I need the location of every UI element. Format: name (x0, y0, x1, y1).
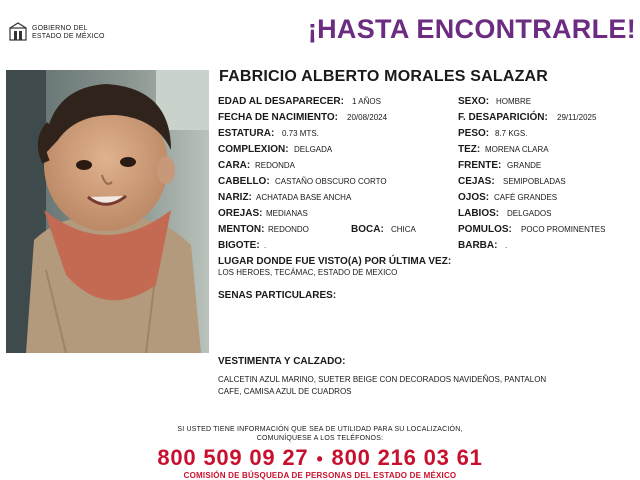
value-fecha-desaparicion: 29/11/2025 (557, 113, 597, 122)
label-estatura: ESTATURA: (218, 128, 275, 139)
value-barba: . (505, 241, 508, 250)
label-pomulos: POMULOS: (458, 224, 512, 235)
label-labios: LABIOS: (458, 208, 500, 219)
value-labios: DELGADOS (507, 209, 552, 218)
state-seal-icon (8, 22, 28, 42)
value-cara: REDONDA (255, 161, 296, 170)
label-orejas: OREJAS: (218, 208, 263, 219)
value-bigote: . (264, 241, 267, 250)
value-cejas: SEMIPOBLADAS (503, 177, 566, 186)
label-frente: FRENTE: (458, 160, 502, 171)
gov-line-2: ESTADO DE MÉXICO (32, 33, 105, 40)
label-vestimenta: VESTIMENTA Y CALZADO: (218, 356, 346, 367)
value-nariz: ACHATADA BASE ANCHA (256, 193, 352, 202)
label-fecha-nacimiento: FECHA DE NACIMIENTO: (218, 112, 338, 123)
value-estatura: 0.73 MTS. (282, 129, 319, 138)
value-vestimenta-line-1: CALCETIN AZUL MARINO, SUETER BEIGE CON DECORADOS NAVIDEÑOS, PANTALON (218, 375, 547, 384)
value-sexo: HOMBRE (496, 97, 532, 106)
value-peso: 8.7 KGS. (495, 129, 528, 138)
value-lugar: LOS HEROES, TECÁMAC, ESTADO DE MEXICO (218, 268, 398, 277)
commission-name: COMISIÓN DE BÚSQUEDA DE PERSONAS DEL ESTADO DE MÉXICO (183, 471, 457, 480)
label-nariz: NARIZ: (218, 192, 252, 203)
value-boca: CHICA (391, 225, 416, 234)
label-menton: MENTON: (218, 224, 265, 235)
value-edad: 1 AÑOS (352, 97, 381, 106)
value-complexion: DELGADA (294, 145, 333, 154)
phone-2[interactable]: 800 216 03 61 (331, 445, 483, 470)
phone-numbers (0, 445, 640, 471)
label-sexo: SEXO: (458, 96, 490, 107)
value-cabello: CASTAÑO OBSCURO CORTO (275, 177, 387, 186)
label-boca: BOCA: (351, 224, 384, 235)
headline: ¡HASTA ENCONTRARLE! (307, 14, 636, 44)
label-senas: SENAS PARTICULARES: (218, 290, 337, 301)
info-line-1: SI USTED TIENE INFORMACIÓN QUE SEA DE UTILIDAD PARA SU LOCALIZACIÓN, (177, 426, 463, 433)
label-barba: BARBA: (458, 240, 498, 251)
value-fecha-nacimiento: 20/08/2024 (347, 113, 388, 122)
government-logo (8, 22, 138, 46)
label-cejas: CEJAS: (458, 176, 495, 187)
label-cara: CARA: (218, 160, 251, 171)
gov-line-1: GOBIERNO DEL (32, 25, 88, 32)
value-pomulos: POCO PROMINENTES (521, 225, 606, 234)
label-peso: PESO: (458, 128, 490, 139)
value-ojos: CAFÉ GRANDES (494, 193, 558, 202)
phone-1[interactable]: 800 509 09 27 (157, 445, 309, 470)
value-frente: GRANDE (507, 161, 542, 170)
label-fecha-desaparicion: F. DESAPARICIÓN: (458, 112, 548, 123)
label-tez: TEZ: (458, 144, 481, 155)
label-bigote: BIGOTE: (218, 240, 260, 251)
label-lugar: LUGAR DONDE FUE VISTO(A) POR ÚLTIMA VEZ: (218, 256, 452, 267)
value-tez: MORENA CLARA (485, 145, 549, 154)
label-complexion: COMPLEXION: (218, 144, 289, 155)
label-ojos: OJOS: (458, 192, 490, 203)
value-vestimenta-line-2: CAFE, CAMISA AZUL DE CUADROS (218, 387, 352, 396)
person-name: FABRICIO ALBERTO MORALES SALAZAR (219, 68, 549, 85)
value-orejas: MEDIANAS (266, 209, 308, 218)
label-cabello: CABELLO: (218, 176, 270, 187)
phone-separator: • (316, 449, 324, 469)
info-line-2: COMUNÍQUESE A LOS TELÉFONOS: (256, 435, 384, 442)
value-menton: REDONDO (268, 225, 309, 234)
missing-person-photo (6, 70, 209, 353)
label-edad: EDAD AL DESAPARECER: (218, 96, 344, 107)
